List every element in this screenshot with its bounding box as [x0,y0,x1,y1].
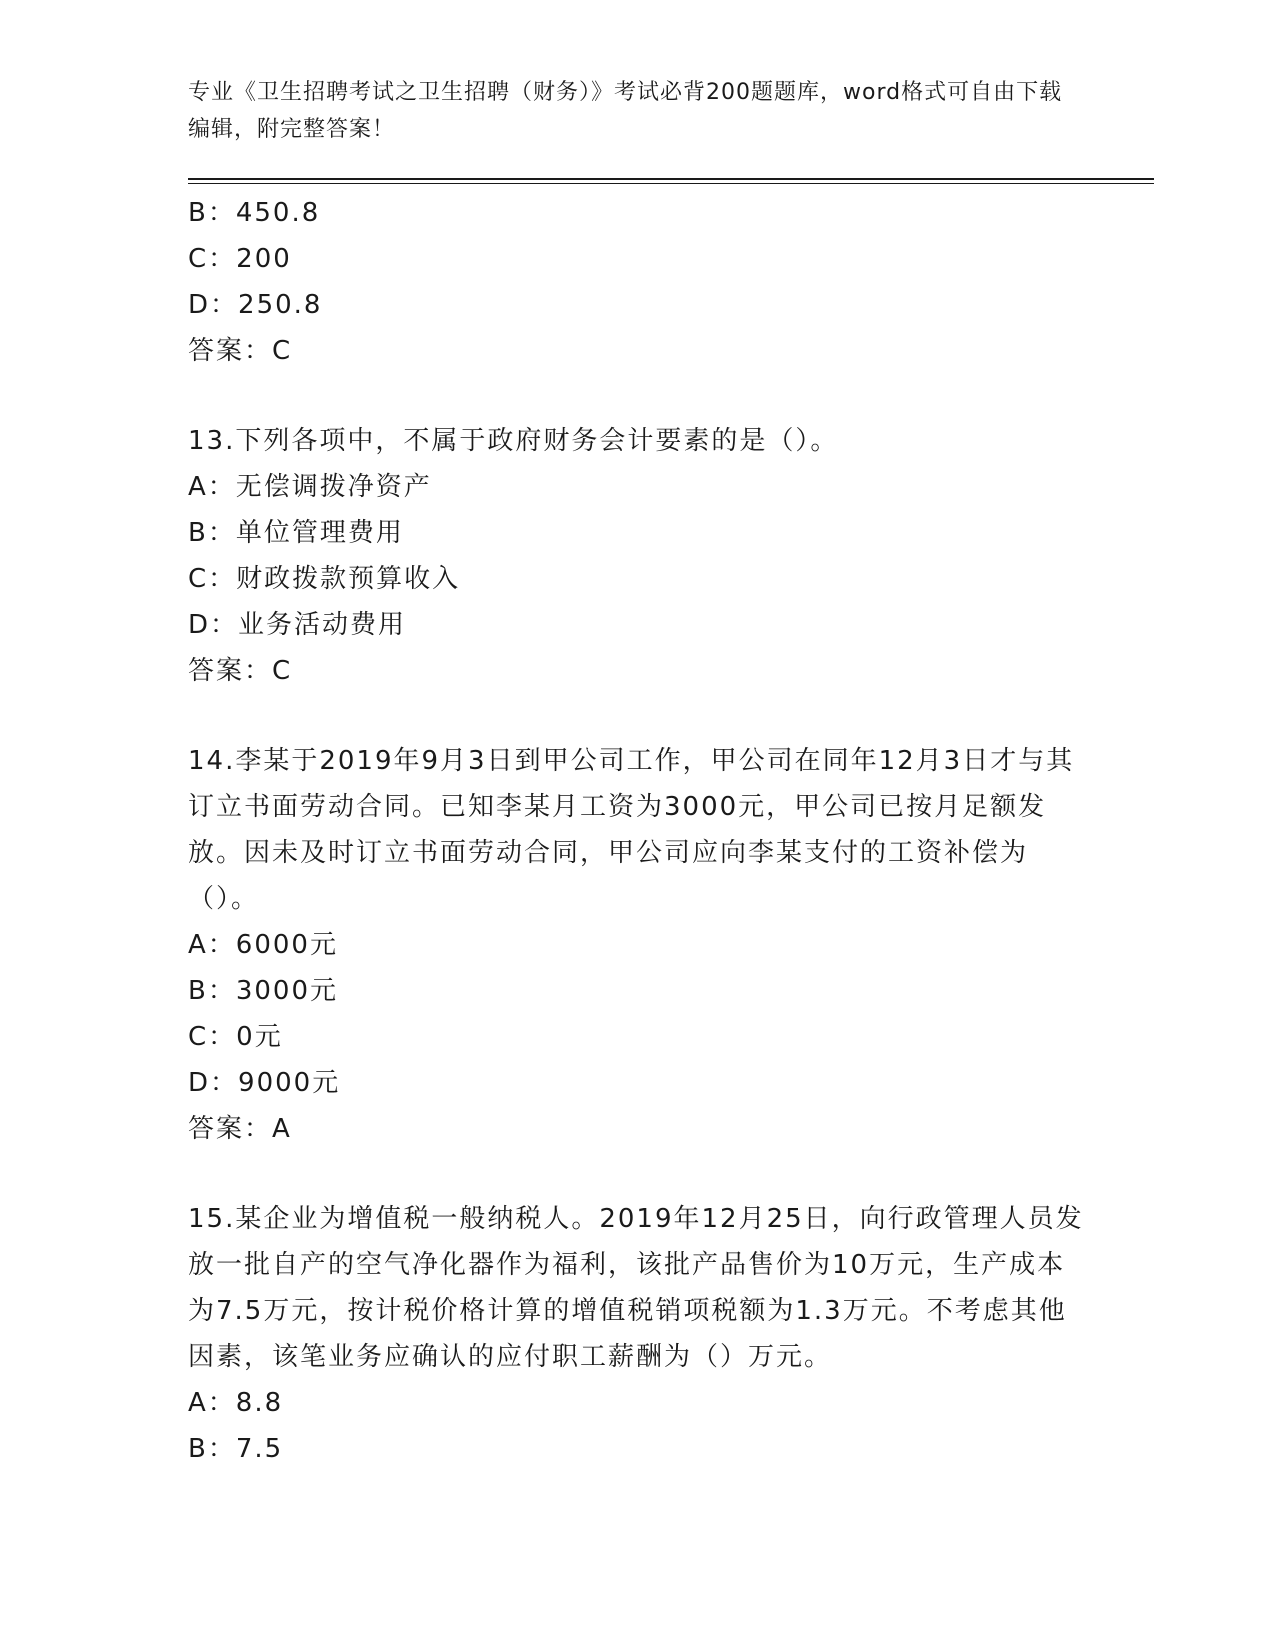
option-c: C：财政拨款预算收入 [188,564,461,594]
option-b: B：7.5 [188,1434,284,1464]
question-content [188,190,1088,1472]
question-stem: 13.下列各项中，不属于政府财务会计要素的是（）。 [188,426,839,456]
answer-line: 答案：C [188,336,293,366]
header-rule-thin [188,183,1154,184]
option-a: A：无偿调拨净资产 [188,472,432,502]
option-a: A：6000元 [188,930,338,960]
option-b: B：单位管理费用 [188,518,404,548]
option-c: C：200 [188,244,292,274]
option-b: B：3000元 [188,976,339,1006]
option-c: C：0元 [188,1022,283,1052]
question-stem: 14.李某于2019年9月3日到甲公司工作，甲公司在同年12月3日才与其订立书面劳动合同。已知李某月工资为3000元，甲公司已按月足额发放。因未及时订立书面劳动合同，甲公司应向李某支付的工资补偿为（）。 [188,746,1075,914]
option-a: A：8.8 [188,1388,284,1418]
header-rule-thick [188,178,1154,180]
option-d: D：业务活动费用 [188,610,407,640]
question-13 [188,418,1088,694]
question-15 [188,1196,1088,1472]
option-d: D：250.8 [188,290,323,320]
answer-line: 答案：A [188,1114,292,1144]
question-stem: 15.某企业为增值税一般纳税人。2019年12月25日，向行政管理人员发放一批自产的空气净化器作为福利，该批产品售价为10万元，生产成本为7.5万元，按计税价格计算的增值税销项税额为1.3万元。不考虑其他因素，该笔业务应确认的应付职工薪酬为（）万元。 [188,1204,1084,1372]
question-14 [188,738,1088,1152]
previous-question-tail [188,190,1088,374]
option-d: D：9000元 [188,1068,341,1098]
option-b: B：450.8 [188,198,321,228]
answer-line: 答案：C [188,656,293,686]
page-header: 专业《卫生招聘考试之卫生招聘（财务）》考试必背200题题库，word格式可自由下载编辑，附完整答案！ [188,80,1063,142]
